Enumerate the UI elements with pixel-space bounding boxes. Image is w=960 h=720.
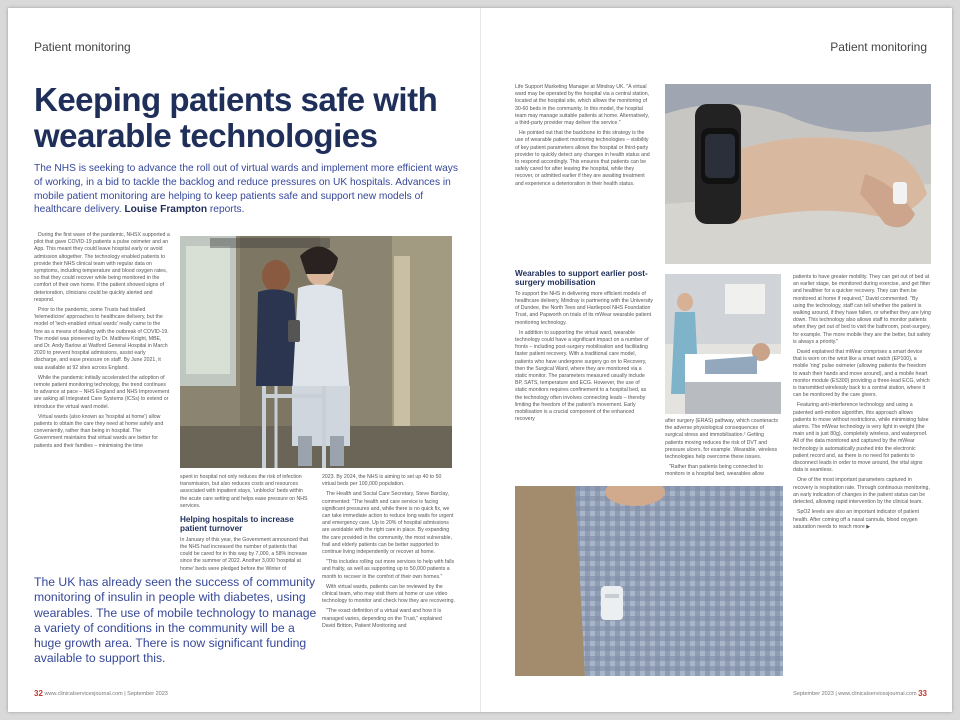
paragraph: 2023. By 2024, the NHS is aiming to set up 40 to 50 virtual beds per 100,000 population. [322, 474, 442, 488]
text-column-1 [34, 232, 170, 572]
paragraph: SpO2 levels are also an important indicator of patient health. After coming off a nasal cannula, blood oxygen saturation needs to reach more ▶ [793, 509, 919, 530]
text-column-3 [322, 474, 456, 670]
section-heading: Helping hospitals to increase patient turnover [180, 515, 294, 534]
paragraph: after surgery (ERAS) pathway, which counteracts the adverse physiological consequences of surgical stress and immobilisation.¹ Getting patients moving reduces the risk of DVT and pressure ulcers, for example. Wearable, wireless technologies help overcome these issues. [665, 418, 778, 461]
photo-patient-bed [665, 274, 781, 414]
section-heading: Wearables to support earlier post-surgery mobilisation [515, 269, 648, 288]
right-text-column-1-top [515, 84, 653, 264]
paragraph: Virtual wards (also known as 'hospital at home') allow patients to obtain the care they need at home safely and conveniently, rather than being in hospital. The Government maintains that virtual wards are better for patients and their families – minimising the time [34, 413, 164, 449]
section-label-right: Patient monitoring [830, 40, 927, 54]
author-suffix: reports. [207, 204, 245, 216]
paragraph: "The exact definition of a virtual ward and how it is managed varies, depending on the Trust," explained David Britton, Patient Monitoring and [322, 608, 442, 629]
paragraph: To support the NHS in delivering more efficient models of healthcare delivery, Mindray is partnering with the University of Dundee, the North Tees and Hartlepool NHS Foundation Trust, and Papworth on trials of its mWear wearable patient monitoring technology. [515, 290, 653, 326]
photo-illustration [665, 84, 931, 264]
magazine-spread [8, 8, 952, 712]
pull-quote: The UK has already seen the success of community monitoring of insulin in people with diabetes, using wearables. The use of mobile technology to manage a variety of conditions in the community will be a huge growth area. There is now significant funding available to support this. [34, 575, 317, 666]
paragraph: Life Support Marketing Manager at Mindray UK. "A virtual ward may be operated by the hospital via a central station, located at the hospital site, which allows the monitoring of 30-60 beds in the community. In this model, the hospital team may manage suitable patients at home. Alternatively, a third-party provider may deliver the service." [515, 84, 650, 127]
paragraph: spent in hospital not only reduces the risk of infection transmission, but also reduces costs and resources associated with inpatient stays, 'unblocks' beds within the acute care setting and helps ease pressure on NHS services. [180, 474, 308, 509]
article-intro [34, 162, 462, 217]
paragraph: The Health and Social Care Secretary, Steve Barclay, commented: "The health and care service is facing significant pressures and, while there is no quick fix, we can take immediate action to reduce long waits for urgent and emergency care. Up to 20% of hospital admissions are avoidable with the right care in place. By expanding the care provided in the community, the most vulnerable, frail and elderly patients can be better supported to continue living independently or recover at home. [322, 491, 454, 556]
photo-ecg-monitor-gown [515, 486, 783, 676]
paragraph: Featuring anti-interference technology and using a patented anti-motion algorithm, this approach allows patients to move without restrictions, while minimising false alarms. The mWear technology is very light in weight (the main unit is just 80g), completely wireless, and waterproof. All of the data monitored and captured by the mWear technology is automatically pushed into the electronic patient record and, as there is no need for patients to disconnect leads in order to move around, the vital signs data is seamless. [793, 402, 929, 474]
footer-right [793, 689, 927, 698]
paragraph: He pointed out that the backbone to this strategy is the use of wearable patient monitoring technologies – visibility of key patient parameters allows the hospital or third-party provider to quickly detect any changes in health status and to respond accordingly. This ensures that patients can be safely cared for after leaving the hospital, while they recover, or admitted earlier if they are awaiting treatment and experience a deterioration in their health status. [515, 130, 650, 187]
photo-illustration [180, 236, 452, 468]
section-label-left: Patient monitoring [34, 40, 131, 54]
left-page [8, 8, 480, 712]
right-text-column-2 [665, 418, 783, 482]
footer-right-text: September 2023 | www.clinicalservicesjournal.com [793, 691, 917, 697]
text-column-2 [180, 474, 310, 574]
photo-smartwatch-wrist [665, 84, 931, 264]
paragraph: During the first wave of the pandemic, NHSX supported a pilot that gave COVID-19 patients a pulse oximeter and an App. This meant they could leave hospital early or avoid admission altogether. The technology enabled patients to provide their NHS clinical team with regular data on symptoms, including temperature and blood oxygen rates, so that they could recover while being monitored in the comfort of their own home. If the patient showed signs of deterioration, clinicians could be quickly alerted and respond. [34, 232, 170, 303]
paragraph: patients to have greater mobility. They can get out of bed at an earlier stage, be monitored during exercise, and get fitter and healthier for a quicker recovery. They can then be monitored at home if required," David commented. "By using the technology, staff can tell whether the patient is walking around, if they have fallen, or whether they are lying down. This technology also allows staff to monitor patients when they get out of bed to visit the bathroom, post-surgery, for example. The more mobile they are the better, but safety is always a priority." [793, 274, 931, 345]
page-number-right: 33 [918, 689, 927, 698]
article-title: Keeping patients safe with wearable technologies [34, 81, 438, 154]
paragraph: While the pandemic initially accelerated the adoption of remote patient monitoring technology, the trend continues to advance at pace – NHS England and NHS Improvement are asking all Integrated Care Systems (ICSs) to extend or introduce the virtual ward model. [34, 374, 170, 410]
paragraph: In addition to supporting the virtual ward, wearable technology could have a significant impact on a number of fronts – including post-surgery mobilisation and facilitating faster patient recovery. With a traditional care model, patients who have undergone surgery go on to Recovery, then the Surgical Ward, where they are monitored via a static monitor. The parameters measured usually include BP, SATS, temperature and ECG. However, the use of static monitors requires confinement to a hospital bed, as the technology often involves connecting leads – thereby limiting the freedom of the patient's movement. Early mobilisation is a crucial component of the enhanced recovery [515, 329, 649, 423]
author-name: Louise Frampton [124, 204, 208, 216]
paragraph: David explained that mWear comprises a smart device that is worn on the wrist like a smart watch (EP100), a mobile 'ring' pulse oximeter (allowing patients the freedom to wash their hands and move around), and a mobile heart monitor module (ES300) providing a three-lead ECG, which is transmitted wirelessly back to a central station, where it can be monitored by the care givers. [793, 349, 930, 399]
footer-left [34, 689, 168, 698]
paragraph: In January of this year, the Government announced that the NHS had increased the number of patients that could be cared for in this way by 7,000, a 58% increase since the summer of 2022. Another 3,000 'hospital at home' beds were pledged before the Winter of [180, 536, 309, 572]
footer-left-text: www.clinicalservicesjournal.com | September 2023 [44, 691, 168, 697]
intro-text: The NHS is seeking to advance the roll out of virtual wards and implement more efficient ways of working, in a bid to tackle the backlog and reduce pressures on UK hospitals. Advances in mobile patient monitoring are helping to keep patients safe and support new models of healthcare delivery. [34, 163, 458, 216]
paragraph: With virtual wards, patients can be reviewed by the clinical team, who may visit them at home or use video technology to monitor and check how they are recovering. [322, 583, 455, 605]
page-number-left: 32 [34, 689, 43, 698]
paragraph: One of the most important parameters captured in recovery is respiration rate. Through continuous monitoring, an early indication of changes in the patient status can be detected, allowing rapid intervention by the clinical team. [793, 477, 930, 506]
right-text-column-3 [793, 274, 931, 674]
right-page [480, 8, 952, 712]
paragraph: "Rather than patients being connected to monitors in a hospital bed, wearables allow [665, 464, 764, 478]
right-text-column-1-section [515, 264, 653, 484]
paragraph: "This includes rolling out more services to help with falls and frailty, as well as supporting up to 50,000 patients a month to recover in the comfort of their own homes." [322, 559, 455, 580]
paragraph: Prior to the pandemic, some Trusts had trialled 'telemedicine' approaches to healthcare delivery, but the model of 'tech-enabled virtual wards' really came to the fore as a means of dealing with the outbreak of COVID-19. The model was pioneered by Dr. Matthew Knight, MBE, and Dr. Andy Barlow at Watford General Hospital in March 2020 to prevent hospital admissions, assist early discharge, and ease pressure on staff. By June 2021, it was available at 92 sites across England. [34, 307, 169, 371]
photo-illustration [665, 274, 781, 414]
photo-nurse-patient-walker [180, 236, 452, 468]
photo-illustration [515, 486, 783, 676]
